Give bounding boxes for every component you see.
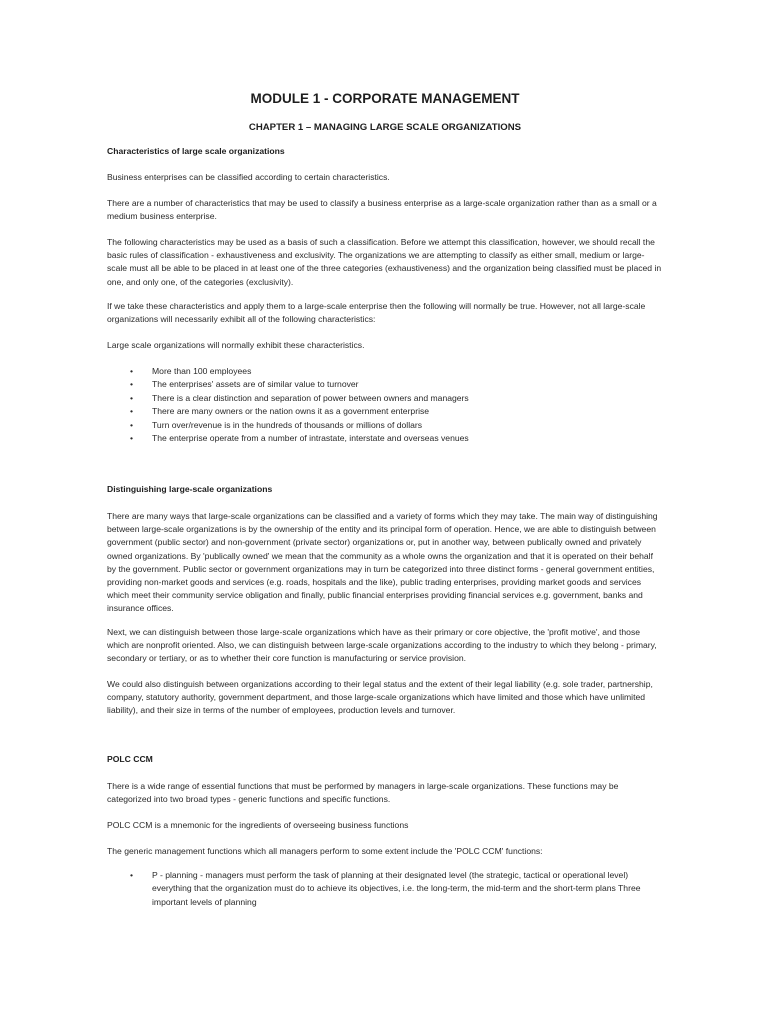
list-item: • The enterprise operate from a number of intrastate, interstate and overseas venues [107,432,663,445]
paragraph: POLC CCM is a mnemonic for the ingredients of overseeing business functions [107,820,409,830]
paragraph: The following characteristics may be used as a basis of such a classification. Before we attempt this classification, however, we should recall the basic rules of classification - exhaustiveness and exclusivity. The organizations we are attempting to classify as either small, medium or large-scale must all be able to be placed in at least one of the three categories (exhaustiveness) and the organization being classified must be placed in one, and only one, of the categories (exclusivity). [107,237,662,287]
paragraph: There are many ways that large-scale organizations can be classified and a variety of forms which they may take. The main way of distinguishing between large-scale organizations is by the ownership of the entity and its principal form of operation. Hence, we are able to distinguish between government (public sector) and non-government (private sector) organizations or, put in another way, between publically owned and privately owned organizations. By 'publically owned' we mean that the community as a whole owns the organization and that it is operated on their behalf by the government. Public sector or government organizations may in turn be categorized into three distinct forms - general government entities, providing non-market goods and services (e.g. roads, hospitals and the like), public trading enterprises, providing market goods and services which meet their community service obligation and finally, public financial enterprises providing financial services e.g. government, banks and insurance offices. [107,511,658,614]
heading-characteristics: Characteristics of large scale organizations [107,146,285,156]
polc-list [107,869,663,909]
list-item: • P - planning - managers must perform the task of planning at their designated level (the strategic, tactical or operational level) everything that the organization must do to achieve its objectives, i.e. the long-term, the mid-term and the short-term plans Three important levels of planning [130,870,641,907]
list-item: • Turn over/revenue is in the hundreds of thousands or millions of dollars [107,419,663,432]
bullet-icon: • [130,379,134,390]
module-title: MODULE 1 - CORPORATE MANAGEMENT [250,91,520,106]
paragraph: Next, we can distinguish between those large-scale organizations which have as their primary or core objective, the 'profit motive', and those which are nonprofit oriented. Also, we can distinguish between large-scale organizations according to the industry to which they belong - primary, secondary or tertiary, or as to whether their core function is manufacturing or service provision. [107,627,657,664]
paragraph: Business enterprises can be classified according to certain characteristics. [107,172,390,182]
list-item: • There is a clear distinction and separation of power between owners and managers [107,392,663,405]
paragraph: There are a number of characteristics that may be used to classify a business enterprise as a large-scale organization rather than as a small or a medium business enterprise. [107,198,657,222]
heading-distinguishing: Distinguishing large-scale organizations [107,484,273,494]
paragraph: If we take these characteristics and apply them to a large-scale enterprise then the following will normally be true. However, not all large-scale organizations will necessarily exhibit all of the following characteristics: [107,301,646,325]
list-item: • More than 100 employees [107,365,663,378]
list-item: • The enterprises' assets are of similar value to turnover [107,378,663,391]
paragraph: The generic management functions which all managers perform to some extent include the 'POLC CCM' functions: [107,846,543,856]
list-item: • There are many owners or the nation owns it as a government enterprise [107,405,663,418]
bullet-icon: • [130,366,134,376]
chapter-title: CHAPTER 1 – MANAGING LARGE SCALE ORGANIZATIONS [248,122,522,133]
characteristics-list [107,365,663,445]
bullet-icon: • [130,406,134,417]
paragraph: We could also distinguish between organizations according to their legal status and the extent of their legal liability (e.g. sole trader, partnership, company, statutory authority, government department, and those large-scale organizations which have limited and those which have unlimited liability), and their size in terms of the number of employees, production levels and turnover. [107,679,653,716]
bullet-icon: • [130,392,134,403]
heading-polc-ccm: POLC CCM [107,754,153,764]
paragraph: Large scale organizations will normally exhibit these characteristics. [107,340,365,350]
paragraph: There is a wide range of essential functions that must be performed by managers in large-scale organizations. These functions may be categorized into two broad types - generic functions and specific functions. [107,781,619,805]
bullet-icon: • [130,870,134,880]
bullet-icon: • [130,419,134,430]
bullet-icon: • [130,433,134,444]
